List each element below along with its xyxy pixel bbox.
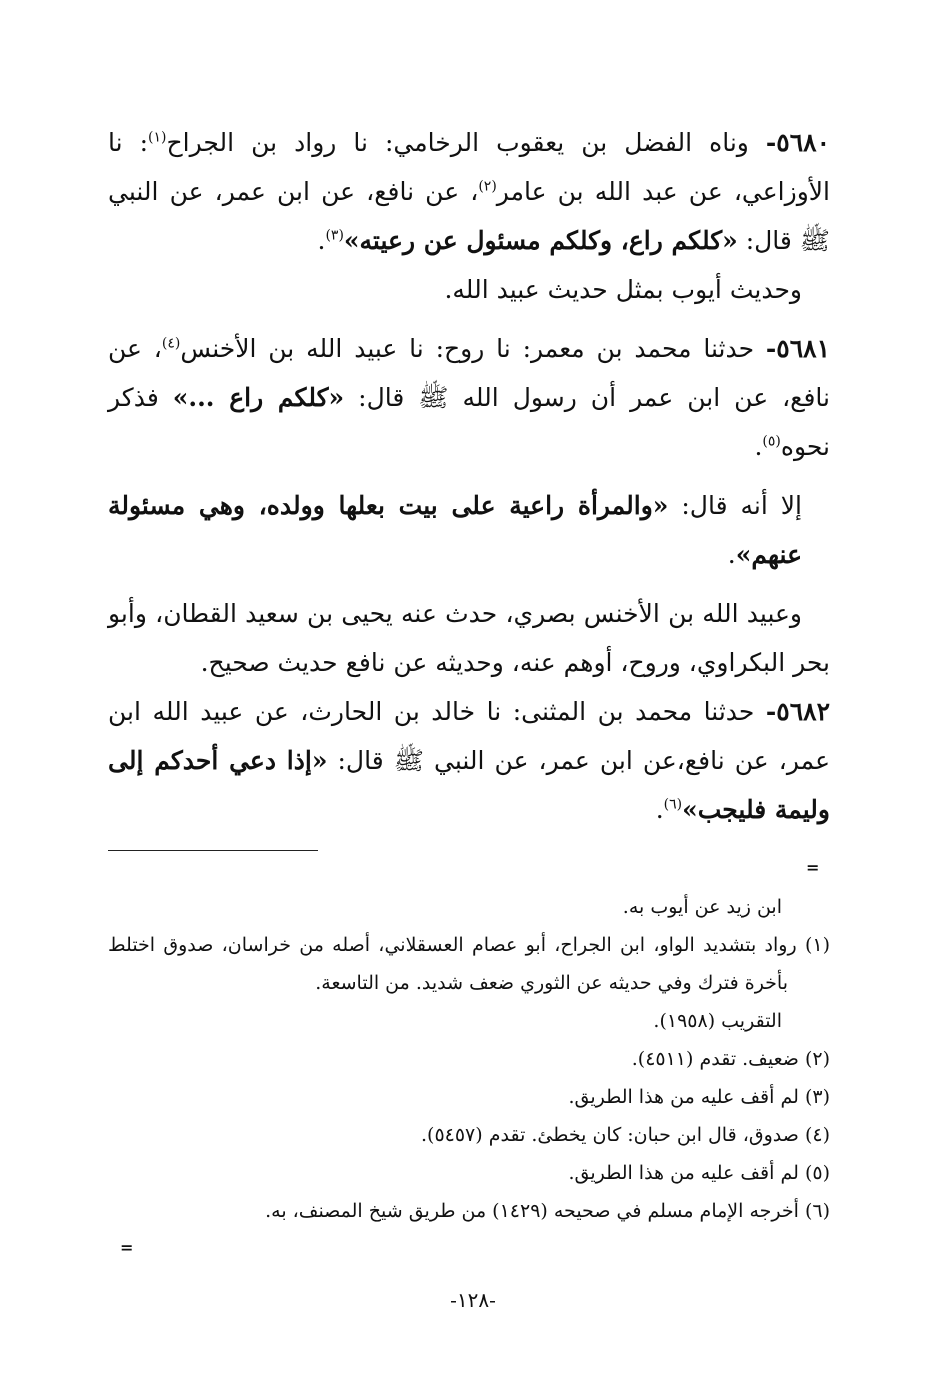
footnote-2 (108, 1040, 830, 1078)
footnote-ref: (٤) (161, 335, 181, 352)
text: وناه الفضل بن يعقوب الرخامي: نا رواد بن الجراح (166, 128, 766, 157)
text: فذكر نحوه (108, 383, 830, 461)
hadith-5680 (108, 118, 830, 265)
text: : نا الأوزاعي، عن عبد الله بن عامر (108, 128, 830, 206)
footnote-text: صدوق، قال ابن حبان: كان يخطئ. تقدم (٥٤٥٧). (420, 1124, 799, 1146)
footnotes (108, 888, 830, 1230)
text: ، عن نافع، عن ابن عمر، عن النبي ﷺ قال: (108, 177, 830, 255)
footnote-text: لم أقف عليه من هذا الطريق. (568, 1162, 799, 1184)
footnote-ref: (٦) (663, 796, 683, 813)
text: . (754, 432, 763, 461)
paragraph-ayyub: وحديث أيوب بمثل حديث عبيد الله. (444, 275, 802, 304)
hadith-text: «كلكم راع، وكلكم مسئول عن رعيته» (343, 226, 738, 255)
footnote-number: (٥) (804, 1162, 830, 1184)
hadith-5682 (108, 687, 830, 834)
text: حدثنا محمد بن معمر: نا روح: نا عبيد الله بن الأخنس (180, 334, 766, 363)
footnote-ref: (٥) (762, 433, 781, 450)
footnote-ref: (١) (148, 129, 167, 146)
hadith-text: «كلكم راع ...» (172, 383, 345, 412)
footnote-text: لم أقف عليه من هذا الطريق. (568, 1086, 799, 1108)
footnote-3 (108, 1078, 830, 1116)
text: حدثنا محمد بن المثنى: نا خالد بن الحارث، عن عبيد الله ابن عمر، عن نافع،عن ابن عمر، عن النبي ﷺ قال: (108, 697, 830, 775)
continuation-mark-bottom: = (120, 1238, 134, 1257)
footnote-carry: ابن زيد عن أيوب به. (622, 896, 782, 918)
footnote-ref: (٢) (478, 178, 497, 195)
hadith-number: ٥٦٨١- (765, 334, 830, 363)
hadith-number: ٥٦٨٠- (765, 128, 830, 157)
text: . (727, 540, 736, 569)
paragraph-akhnas: وعبيد الله بن الأخنس بصري، حدث عنه يحيى بن سعيد القطان، وأبو بحر البكراوي، وروح، أوهم عنه، وحديثه عن نافع حديث صحيح. (108, 599, 830, 677)
hadith-number: ٥٦٨٢- (765, 697, 830, 726)
footnote-text: رواد بتشديد الواو، ابن الجراح، أبو عصام العسقلاني، أصله من خراسان، صدوق اختلط بأخرة فترك وفي حديثه عن الثوري ضعف شديد. من التاسعة. (108, 934, 797, 994)
continuation-mark-top: = (806, 858, 820, 877)
hadith-5681 (108, 324, 830, 471)
footnote-number: (١) (804, 934, 830, 956)
hadith-text: «إذا دعي أحدكم إلى وليمة فليجب» (108, 746, 830, 824)
footnote-5 (108, 1154, 830, 1192)
footnote-number: (٦) (804, 1200, 830, 1222)
text: . (317, 226, 326, 255)
page-number: -١٢٨- (450, 1288, 496, 1312)
footnote-ref: (٣) (325, 227, 344, 244)
text: إلا أنه قال: (668, 491, 802, 520)
footnote-1-cont: التقريب (١٩٥٨). (653, 1010, 782, 1032)
footnote-separator (108, 850, 318, 851)
paragraph-except (108, 481, 830, 579)
footnote-1 (108, 926, 830, 1002)
footnote-number: (٣) (804, 1086, 830, 1108)
text: . (655, 795, 664, 824)
footnote-text: ضعيف. تقدم (٤٥١١). (631, 1048, 799, 1070)
footnote-number: (٢) (804, 1048, 830, 1070)
text: ، عن نافع، عن ابن عمر أن رسول الله ﷺ قال: (108, 334, 830, 412)
footnote-6 (108, 1192, 830, 1230)
footnote-number: (٤) (804, 1124, 830, 1146)
footnote-4 (108, 1116, 830, 1154)
hadith-text: «والمرأة راعية على بيت بعلها وولده، وهي مسئولة عنهم» (108, 491, 802, 569)
footnote-text: أخرجه الإمام مسلم في صحيحه (١٤٢٩) من طريق شيخ المصنف، به. (265, 1200, 799, 1222)
